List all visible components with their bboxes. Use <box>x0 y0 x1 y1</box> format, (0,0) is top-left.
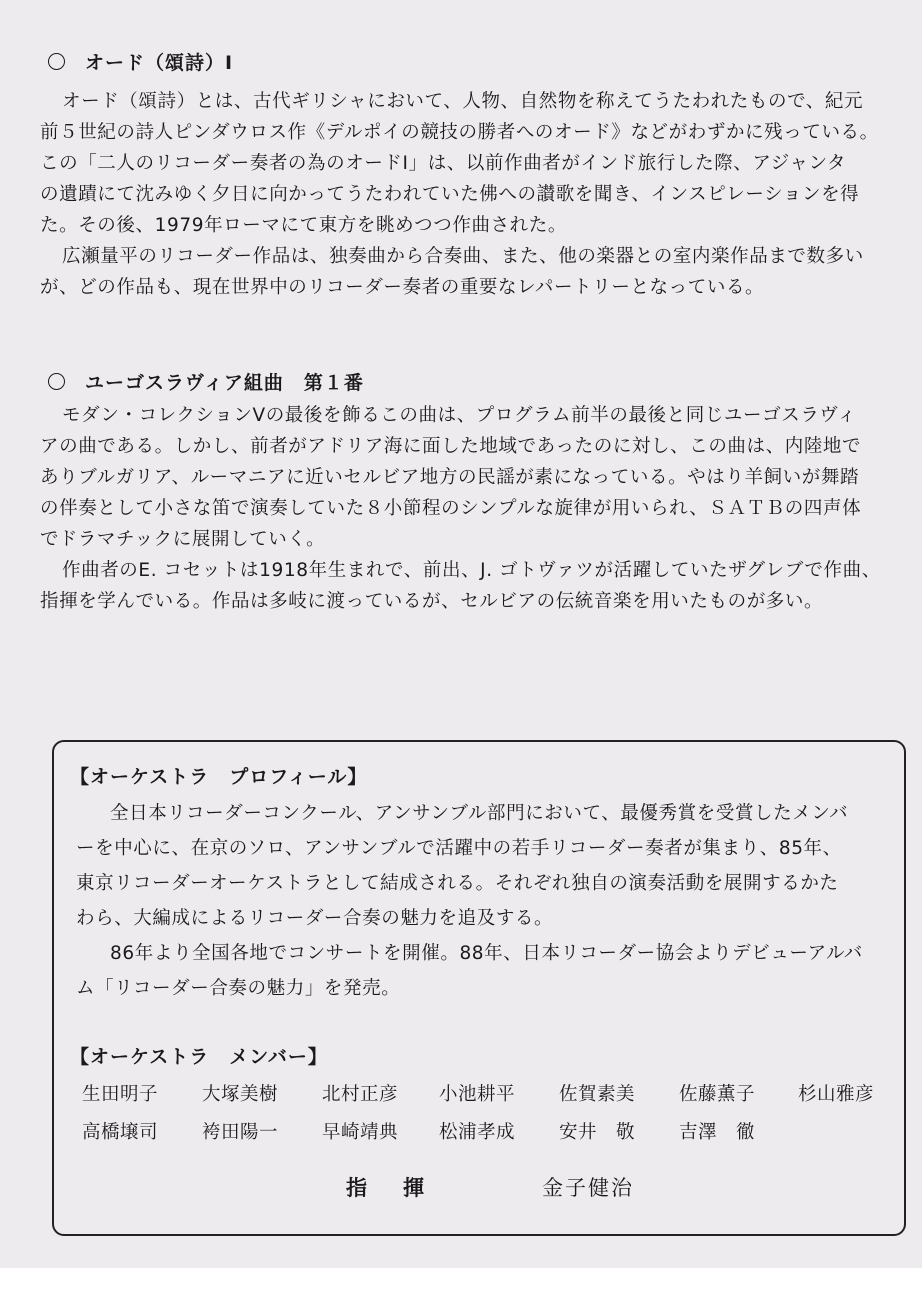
profile-line: 全日本リコーダーコンクール、アンサンブル部門において、最優秀賞を受賞したメンバ <box>110 803 849 824</box>
profile-paragraph <box>76 796 886 1006</box>
profile-line: ム「リコーダー合奏の魅力」を発売。 <box>76 978 401 999</box>
ode-line: が、どの作品も、現在世界中のリコーダー奏者の重要なレパートリーとなっている。 <box>40 277 765 298</box>
yugoslav-paragraph <box>40 400 890 617</box>
member-row <box>82 1118 892 1156</box>
yugoslav-line: モダン・コレクションⅤの最後を飾るこの曲は、プログラム前半の最後と同じユーゴスラヴィ <box>62 405 857 426</box>
bullet-circle-icon <box>48 373 65 390</box>
conductor-role: 指揮 <box>346 1176 460 1200</box>
yugoslav-line: 指揮を学んでいる。作品は多岐に渡っているが、セルビアの伝統音楽を用いたものが多い。 <box>40 591 824 612</box>
yugoslav-heading <box>48 368 364 395</box>
yugoslav-heading-text: ユーゴスラヴィア組曲 第１番 <box>85 372 364 394</box>
members-heading: 【オーケストラ メンバー】 <box>70 1046 328 1068</box>
ode-line: オード（頌詩）とは、古代ギリシャにおいて、人物、自然物を称えてうたわれたもので、紀元 <box>62 91 864 112</box>
conductor-name: 金子健治 <box>542 1176 634 1200</box>
ode-heading-text: オード（頌詩）Ⅰ <box>85 52 234 74</box>
member-name: 杉山雅彦 <box>798 1084 875 1105</box>
member-name: 袴田陽一 <box>202 1122 279 1143</box>
yugoslav-line: でドラマチックに展開していく。 <box>40 529 326 550</box>
member-name: 生田明子 <box>82 1084 159 1105</box>
ode-paragraph <box>40 86 890 303</box>
member-row <box>82 1080 892 1118</box>
member-name: 高橋壌司 <box>82 1122 159 1143</box>
yugoslav-line: ありブルガリア、ルーマニアに近いセルビア地方の民謡が素になっている。やはり羊飼いが舞踏 <box>40 467 860 488</box>
member-name: 吉澤 徹 <box>679 1122 756 1143</box>
member-list <box>82 1080 892 1156</box>
yugoslav-line: 作曲者のE. コセットは1918年生まれで、前出、J. ゴトヴァツが活躍していたザグレブで作曲、 <box>62 560 881 581</box>
member-name: 松浦孝成 <box>439 1122 516 1143</box>
profile-line: わら、大編成によるリコーダー合奏の魅力を追及する。 <box>76 908 554 929</box>
member-name: 安井 敬 <box>559 1122 636 1143</box>
member-name: 北村正彦 <box>322 1084 399 1105</box>
ode-line: 広瀬量平のリコーダー作品は、独奏曲から合奏曲、また、他の楽器との室内楽作品まで数多い <box>62 246 864 267</box>
orchestra-profile-box <box>52 740 906 1236</box>
member-name: 小池耕平 <box>439 1084 516 1105</box>
profile-line: 86年より全国各地でコンサートを開催。88年、日本リコーダー協会よりデビューアルバ <box>110 943 863 964</box>
yugoslav-line: アの曲である。しかし、前者がアドリア海に面した地域であったのに対し、この曲は、内陸地で <box>40 436 862 457</box>
ode-line: 前５世紀の詩人ピンダウロス作《デルポイの競技の勝者へのオード》などがわずかに残っている。 <box>40 122 879 143</box>
bullet-circle-icon <box>48 53 65 70</box>
profile-line: ーを中心に、在京のソロ、アンサンブルで活躍中の若手リコーダー奏者が集まり、85年、 <box>76 838 842 859</box>
ode-line: の遺蹟にて沈みゆく夕日に向かってうたわれていた佛への讃歌を聞き、インスピレーションを得 <box>40 184 860 205</box>
profile-line: 東京リコーダーオーケストラとして結成される。それぞれ独自の演奏活動を展開するかた <box>76 873 839 894</box>
member-name: 大塚美樹 <box>202 1084 279 1105</box>
member-name: 早崎靖典 <box>322 1122 399 1143</box>
ode-line: た。その後、1979年ローマにて東方を眺めつつ作曲された。 <box>40 215 567 236</box>
ode-heading <box>48 48 233 75</box>
member-name: 佐藤薫子 <box>679 1084 756 1105</box>
yugoslav-line: の伴奏として小さな笛で演奏していた８小節程のシンプルな旋律が用いられ、ＳＡＴＢの四声体 <box>40 498 862 519</box>
profile-heading: 【オーケストラ プロフィール】 <box>70 766 368 788</box>
member-name: 佐賀素美 <box>559 1084 636 1105</box>
ode-line: この「二人のリコーダー奏者の為のオードⅠ」は、以前作曲者がインド旅行した際、アジャンタ <box>40 153 847 174</box>
